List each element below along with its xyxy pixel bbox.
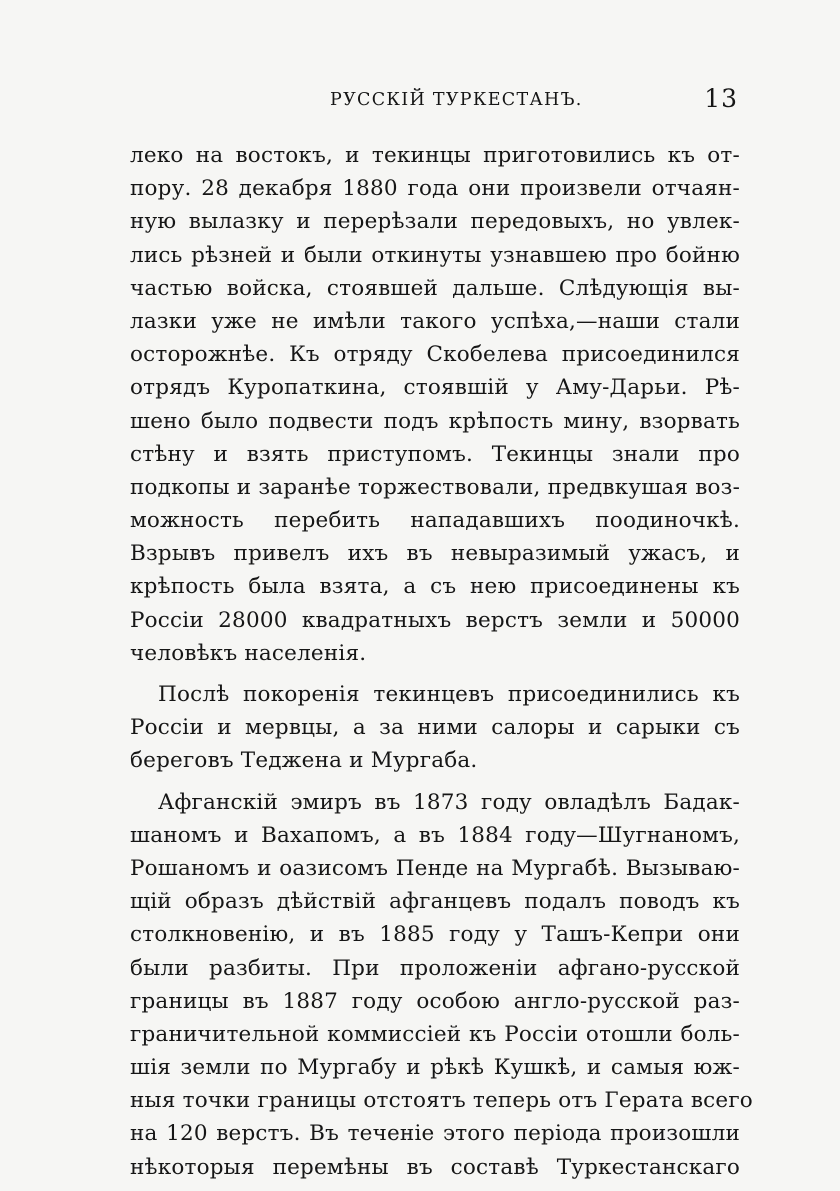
text-line: ныя точки границы отстоятъ теперь отъ Герата всего [130,1088,753,1114]
text-line: столкновенію, и въ 1885 году у Ташъ-Кепри они [130,922,740,948]
text-line: Послѣ покоренія текинцевъ присоединились къ [158,682,740,707]
text-line: лись рѣзней и были откинуты узнавшею про бойню [130,242,740,268]
text-line: человѣкъ населенія. [130,640,367,666]
text-line: лазки уже не имѣли такого успѣха,—наши стали [130,308,740,334]
text-line: береговъ Теджена и Мургаба. [130,748,478,774]
body-text [130,139,753,1184]
text-line: Взрывъ привелъ ихъ въ невыразимый ужасъ, и [130,541,740,567]
text-line: границы въ 1887 году особою англо-русской раз- [130,988,740,1014]
text-line: ную вылазку и перерѣзали передовыхъ, но увлек- [130,209,740,235]
text-line: шаномъ и Вахапомъ, а въ 1884 году—Шугнаномъ, [130,822,740,848]
paragraph-gap [130,670,740,678]
text-line: Афганскій эмиръ въ 1873 году овладѣлъ Бадак- [158,789,740,815]
text-line: крѣпость была взята, а съ нею присоединены къ [130,574,740,600]
text-line: на 120 верстъ. Въ теченіе этого періода произошли [130,1121,740,1147]
text-line: осторожнѣе. Къ отряду Скобелева присоединился [130,342,740,368]
text-line: шія земли по Мургабу и рѣкѣ Кушкѣ, и самыя юж- [130,1055,740,1081]
text-line: были разбиты. При проложеніи афгано-русской [130,955,740,981]
running-head [130,84,740,124]
paragraph-gap [130,778,740,786]
text-line: стѣну и взять приступомъ. Текинцы знали про [130,441,740,467]
running-title: РУССКІЙ ТУРКЕСТАНЪ. [330,90,583,110]
text-line: Россіи и мервцы, а за ними салоры и сарыки съ [130,715,740,741]
text-line: пору. 28 декабря 1880 года они произвели отчаян- [130,176,740,202]
text-line: нѣкоторыя перемѣны въ составѣ Туркестанскаго [130,1154,740,1180]
text-line: щій образъ дѣйствій афганцевъ подалъ поводъ къ [130,889,740,915]
text-line: Рошаномъ и оазисомъ Пенде на Мургабѣ. Вызываю- [130,855,740,881]
text-line: отрядъ Куропаткина, стоявшій у Аму-Дарьи. Рѣ- [130,375,740,401]
text-line: можность перебить нападавшихъ поодиночкѣ. [130,508,740,534]
text-line: граничительной коммиссіей къ Россіи отошли боль- [130,1021,740,1047]
text-line: частью войска, стоявшей дальше. Слѣдующія вы- [130,275,740,301]
text-line: Россіи 28000 квадратныхъ верстъ земли и 50000 [130,607,740,633]
text-line: шено было подвести подъ крѣпость мину, взорвать [130,408,740,434]
text-line: подкопы и заранѣе торжествовали, предвкушая воз- [130,474,741,500]
text-line: леко на востокъ, и текинцы приготовились къ от- [130,143,740,168]
page-number: 13 [704,84,738,113]
